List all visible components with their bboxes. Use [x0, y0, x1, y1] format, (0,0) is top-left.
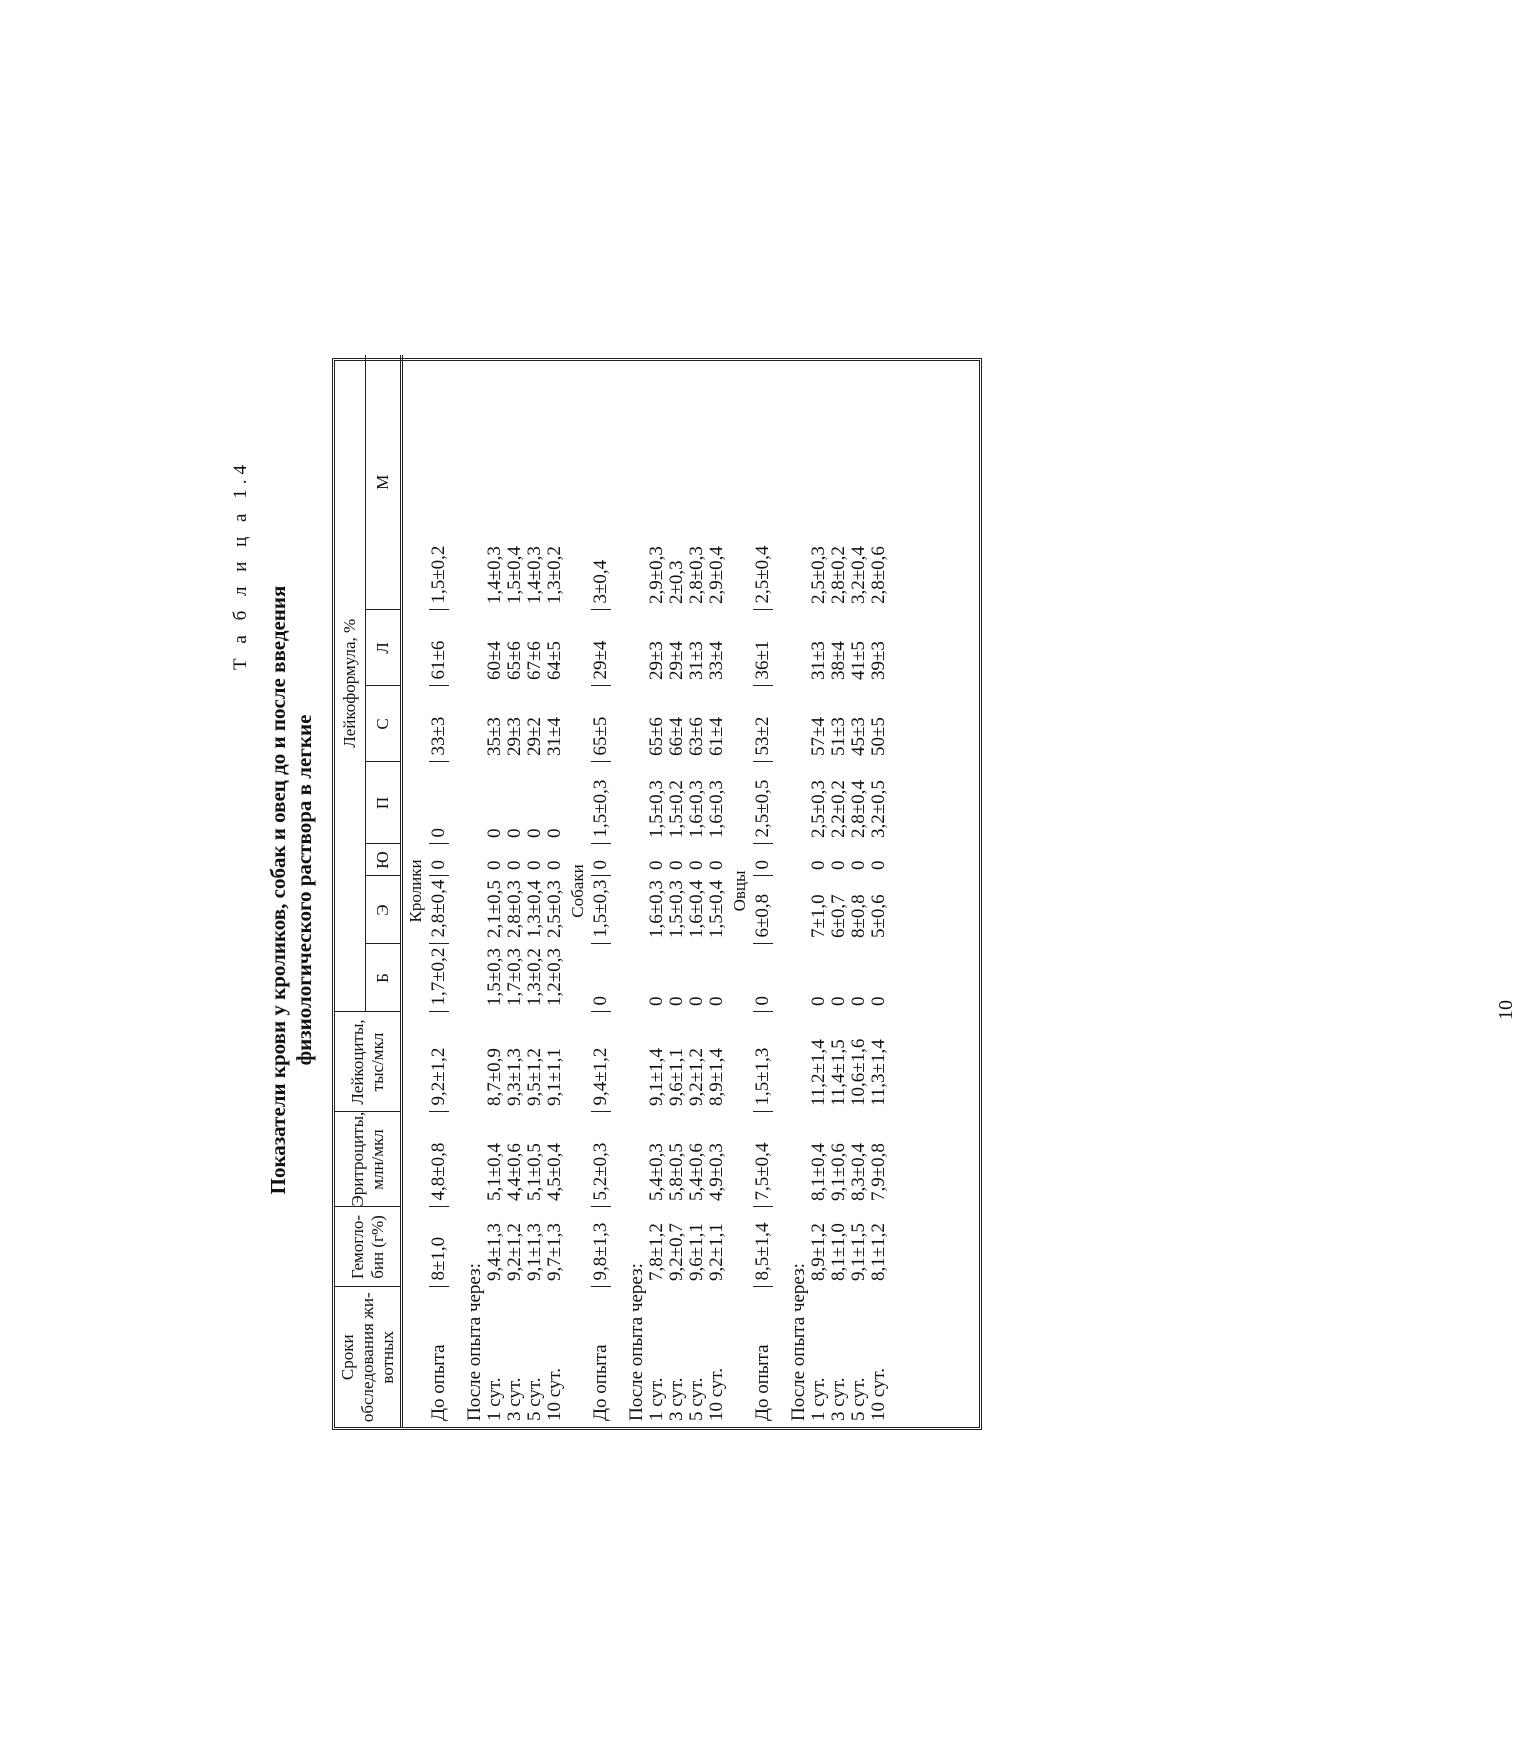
table-cell: 39±3 — [868, 641, 889, 680]
section-name: Кролики — [406, 859, 425, 923]
table-cell: 9,2±1,1 — [706, 1223, 727, 1281]
table-cell: 2,8±0,4 — [429, 876, 449, 944]
header-m: М — [366, 355, 402, 610]
table-cell: 1 сут. — [646, 1377, 667, 1421]
header-l: Л — [366, 610, 402, 686]
table-cell: 1,6±0,3 — [686, 780, 707, 838]
table-cell: 2,8±0,3 — [686, 546, 707, 604]
table-cell: 33±3 — [429, 686, 449, 762]
page-number: 10 — [1495, 1000, 1517, 1020]
table-cell: 0 — [484, 860, 505, 870]
table-cell: 4,8±0,8 — [429, 1112, 449, 1207]
table-cell: 0 — [504, 860, 525, 870]
table-cell: 1,5±0,3 — [666, 880, 687, 938]
table-cell: 10 сут. — [544, 1367, 565, 1421]
table-cell: 51±3 — [828, 717, 849, 756]
section-name: Овцы — [730, 870, 749, 912]
table-cell: 5±0,6 — [868, 894, 889, 938]
section-row — [565, 355, 591, 1427]
table-cell: 7,9±0,8 — [868, 1143, 889, 1201]
table-label: Т а б л и ц а 1.4 — [230, 460, 251, 670]
table-cell: 1,5±0,3 — [484, 948, 505, 1006]
table-cell: 2,8±0,6 — [868, 546, 889, 604]
table-cell: 5,2±0,3 — [591, 1112, 611, 1207]
table-cell: 9,6±1,1 — [686, 1223, 707, 1281]
table-cell: 0 — [828, 860, 849, 870]
table-cell: 2,1±0,5 — [484, 880, 505, 938]
table-cell: 9,1±0,6 — [828, 1143, 849, 1201]
table-cell: 2,8±0,4 — [848, 780, 869, 838]
table-cell: 0 — [524, 860, 545, 870]
table-cell: 9,5±1,2 — [524, 1048, 545, 1106]
table-cell: 10,6±1,6 — [848, 1038, 869, 1106]
header-s: С — [366, 686, 402, 762]
table-cell: 57±4 — [808, 717, 829, 756]
table-cell: 31±3 — [808, 641, 829, 680]
title-line-1: Показатели крови у кроликов, собак и овец до и после введения — [266, 585, 290, 1195]
table-cell: 9,1±1,4 — [646, 1048, 667, 1106]
table-cell: 41±5 — [848, 641, 869, 680]
table-cell: 65±6 — [646, 717, 667, 756]
before-experiment-row — [753, 355, 773, 1427]
table-cell: 29±4 — [591, 610, 611, 686]
table-cell: 8,1±1,0 — [828, 1223, 849, 1281]
table-cell: 0 — [646, 860, 667, 870]
table-cell: 29±3 — [504, 717, 525, 756]
table-cell: 0 — [544, 860, 565, 870]
table-cell: 0 — [666, 860, 687, 870]
blood-indicators-table — [335, 355, 889, 1427]
table-cell: 36±1 — [753, 610, 773, 686]
table-cell: 1,3±0,2 — [544, 546, 565, 604]
table-cell: 0 — [591, 844, 611, 876]
table-title — [265, 240, 317, 1540]
table-cell: 1,2±0,3 — [544, 948, 565, 1006]
table-cell: 67±6 — [524, 641, 545, 680]
table-cell: 2,5±0,3 — [808, 546, 829, 604]
table-cell: 8,5±1,4 — [753, 1207, 773, 1287]
table-cell: 0 — [753, 944, 773, 1012]
table-cell: 0 — [524, 828, 545, 838]
table-cell: 9,4±1,2 — [591, 1012, 611, 1112]
table-row — [485, 355, 505, 1427]
table-cell: 2±0,3 — [666, 560, 687, 604]
after-label-row — [465, 355, 485, 1427]
after-label-row — [789, 355, 809, 1427]
table-cell: 0 — [429, 844, 449, 876]
table-cell: 5 сут. — [524, 1377, 545, 1421]
table-cell: 3 сут. — [828, 1377, 849, 1421]
table-cell: 2,5±0,3 — [808, 780, 829, 838]
table-cell: 4,9±0,3 — [706, 1143, 727, 1201]
table-cell: 8,1±1,2 — [868, 1223, 889, 1281]
table-cell: 0 — [504, 828, 525, 838]
table-cell: 1,5±0,4 — [504, 546, 525, 604]
spacer-row — [773, 355, 789, 1427]
table-cell: 53±2 — [753, 686, 773, 762]
table-cell: 11,3±1,4 — [868, 1039, 889, 1106]
table-cell: 45±3 — [848, 717, 869, 756]
table-cell: 1 сут. — [484, 1377, 505, 1421]
table-cell: 0 — [868, 996, 889, 1006]
spacer-cell — [449, 355, 465, 1427]
spacer-cell — [773, 355, 789, 1427]
table-cell: 2,9±0,4 — [706, 546, 727, 604]
table-cell: 9,4±1,3 — [484, 1223, 505, 1281]
table-row — [829, 355, 849, 1427]
table-cell: До опыта — [752, 1344, 773, 1421]
table-cell: 6±0,7 — [828, 894, 849, 938]
table-cell: 8±0,8 — [848, 894, 869, 938]
spacer-cell — [611, 355, 627, 1427]
header-period: Сроки обследования жи-вотных — [335, 1287, 402, 1427]
table-cell: 8±1,0 — [429, 1207, 449, 1287]
table-cell: 29±4 — [666, 641, 687, 680]
table-cell: 9,1±1,1 — [544, 1048, 565, 1106]
header-leukocytes: Лейкоциты, тыс/мкл — [335, 1012, 402, 1112]
table-cell: 61±4 — [706, 717, 727, 756]
table-cell: 0 — [591, 944, 611, 1012]
table-cell: 9,6±1,1 — [666, 1048, 687, 1106]
after-label: После опыта через: — [626, 1263, 647, 1421]
table-cell: 1,6±0,3 — [646, 880, 667, 938]
table-cell: 9,2±0,7 — [666, 1223, 687, 1281]
table-cell: 2,5±0,5 — [753, 762, 773, 844]
table-row — [707, 355, 727, 1427]
table-cell: 7±1,0 — [808, 894, 829, 938]
table-cell: 8,9±1,2 — [808, 1223, 829, 1281]
table-cell: 3 сут. — [504, 1377, 525, 1421]
table-cell: 60±4 — [484, 641, 505, 680]
table-row — [849, 355, 869, 1427]
table-cell: 9,7±1,3 — [544, 1223, 565, 1281]
table-cell: 3 сут. — [666, 1377, 687, 1421]
table-cell: 0 — [706, 996, 727, 1006]
table-cell: 0 — [666, 996, 687, 1006]
section-name: Собаки — [568, 864, 587, 918]
table-cell: 1,6±0,4 — [686, 880, 707, 938]
table-cell: 2,9±0,3 — [646, 546, 667, 604]
table-row — [545, 355, 565, 1427]
table-body — [402, 355, 890, 1427]
table-cell: 1,3±0,2 — [524, 948, 545, 1006]
table-cell: 8,3±0,4 — [848, 1143, 869, 1201]
table-cell: 3,2±0,5 — [868, 780, 889, 838]
table-cell: 7,5±0,4 — [753, 1112, 773, 1207]
table-cell: 31±4 — [544, 717, 565, 756]
table-cell: 5,1±0,4 — [484, 1143, 505, 1201]
table-cell: 8,7±0,9 — [484, 1048, 505, 1106]
table-cell: 1,7±0,3 — [504, 948, 525, 1006]
table-cell: 4,4±0,6 — [504, 1143, 525, 1201]
table-cell: 1,5±0,2 — [429, 355, 449, 610]
table-cell: 10 сут. — [706, 1367, 727, 1421]
table-cell: 0 — [868, 860, 889, 870]
table-row — [687, 355, 707, 1427]
table-cell: 1,5±0,4 — [706, 880, 727, 938]
table-cell: 1,5±0,2 — [666, 780, 687, 838]
table-cell: 66±4 — [666, 717, 687, 756]
table-row — [869, 355, 889, 1427]
table-cell: 2,8±0,2 — [828, 546, 849, 604]
table-cell: 35±3 — [484, 717, 505, 756]
header-p: П — [366, 762, 402, 844]
table-cell: 5,1±0,5 — [524, 1143, 545, 1201]
table-cell: 2,8±0,3 — [504, 880, 525, 938]
table-cell: 7,8±1,2 — [646, 1223, 667, 1281]
table-cell: 1,5±0,3 — [591, 876, 611, 944]
table-cell: 0 — [753, 844, 773, 876]
table-cell: 0 — [686, 860, 707, 870]
after-label: После опыта через: — [464, 1263, 485, 1421]
header-erythrocytes: Эритроциты, млн/мкл — [335, 1112, 402, 1207]
header-b: Б — [366, 944, 402, 1012]
header-yu: Ю — [366, 844, 402, 876]
table-cell: 6±0,8 — [753, 876, 773, 944]
header-leukoformula: Лейкоформула, % — [335, 355, 366, 1012]
table-cell: 1 сут. — [808, 1377, 829, 1421]
table-cell: 10 сут. — [868, 1367, 889, 1421]
table-row — [505, 355, 525, 1427]
section-row — [402, 355, 430, 1427]
header-e: Э — [366, 876, 402, 944]
table-cell: 64±5 — [544, 641, 565, 680]
data-table-frame — [332, 358, 982, 1430]
before-experiment-row — [591, 355, 611, 1427]
after-label-row — [627, 355, 647, 1427]
table-cell: 29±2 — [524, 717, 545, 756]
table-cell: 9,2±1,2 — [429, 1012, 449, 1112]
table-row — [809, 355, 829, 1427]
header-hemoglobin: Гемогло-бин (г%) — [335, 1207, 402, 1287]
table-cell: 5,8±0,5 — [666, 1143, 687, 1201]
table-cell: До опыта — [590, 1344, 611, 1421]
table-cell: 1,5±0,3 — [591, 762, 611, 844]
table-cell: 0 — [706, 860, 727, 870]
table-cell: 1,7±0,2 — [429, 944, 449, 1012]
table-cell: 65±5 — [591, 686, 611, 762]
table-cell: 11,2±1,4 — [808, 1039, 829, 1106]
table-cell: 3,2±0,4 — [848, 546, 869, 604]
table-cell: 1,5±0,3 — [646, 780, 667, 838]
table-cell: 9,2±1,2 — [504, 1223, 525, 1281]
table-row — [647, 355, 667, 1427]
table-cell: 1,6±0,3 — [706, 780, 727, 838]
table-cell: До опыта — [428, 1344, 449, 1421]
after-label: После опыта через: — [788, 1263, 809, 1421]
table-cell: 1,3±0,4 — [524, 880, 545, 938]
rotated-page-content — [200, 240, 1517, 1540]
table-cell: 29±3 — [646, 641, 667, 680]
table-cell: 31±3 — [686, 641, 707, 680]
table-row — [525, 355, 545, 1427]
table-cell: 1,4±0,3 — [524, 546, 545, 604]
table-cell: 0 — [808, 996, 829, 1006]
table-cell: 2,2±0,2 — [828, 780, 849, 838]
before-experiment-row — [429, 355, 449, 1427]
table-cell: 2,5±0,3 — [544, 880, 565, 938]
table-cell: 0 — [848, 860, 869, 870]
table-cell: 38±4 — [828, 641, 849, 680]
table-cell: 65±6 — [504, 641, 525, 680]
table-cell: 9,8±1,3 — [591, 1207, 611, 1287]
table-cell: 9,3±1,3 — [504, 1048, 525, 1106]
table-cell: 33±4 — [706, 641, 727, 680]
table-cell: 0 — [429, 762, 449, 844]
table-cell: 0 — [646, 996, 667, 1006]
table-row — [667, 355, 687, 1427]
table-cell: 9,1±1,3 — [524, 1223, 545, 1281]
table-cell: 8,9±1,4 — [706, 1048, 727, 1106]
table-cell: 1,5±1,3 — [753, 1012, 773, 1112]
table-cell: 0 — [544, 828, 565, 838]
table-cell: 11,4±1,5 — [828, 1039, 849, 1106]
table-cell: 5,4±0,3 — [646, 1143, 667, 1201]
table-cell: 9,1±1,5 — [848, 1223, 869, 1281]
table-cell: 3±0,4 — [591, 355, 611, 610]
table-cell: 5 сут. — [848, 1377, 869, 1421]
table-cell: 0 — [686, 996, 707, 1006]
section-row — [727, 355, 753, 1427]
table-cell: 0 — [484, 828, 505, 838]
table-cell: 2,5±0,4 — [753, 355, 773, 610]
table-cell: 9,2±1,2 — [686, 1048, 707, 1106]
table-cell: 4,5±0,4 — [544, 1143, 565, 1201]
table-cell: 5 сут. — [686, 1377, 707, 1421]
table-cell: 0 — [828, 996, 849, 1006]
table-cell: 5,4±0,6 — [686, 1143, 707, 1201]
table-cell: 61±6 — [429, 610, 449, 686]
table-cell: 63±6 — [686, 717, 707, 756]
table-cell: 0 — [848, 996, 869, 1006]
table-cell: 0 — [808, 860, 829, 870]
title-line-2: физиологического раствора в легкие — [292, 714, 316, 1066]
table-cell: 8,1±0,4 — [808, 1143, 829, 1201]
table-cell: 1,4±0,3 — [484, 546, 505, 604]
spacer-row — [611, 355, 627, 1427]
spacer-row — [449, 355, 465, 1427]
table-cell: 50±5 — [868, 717, 889, 756]
